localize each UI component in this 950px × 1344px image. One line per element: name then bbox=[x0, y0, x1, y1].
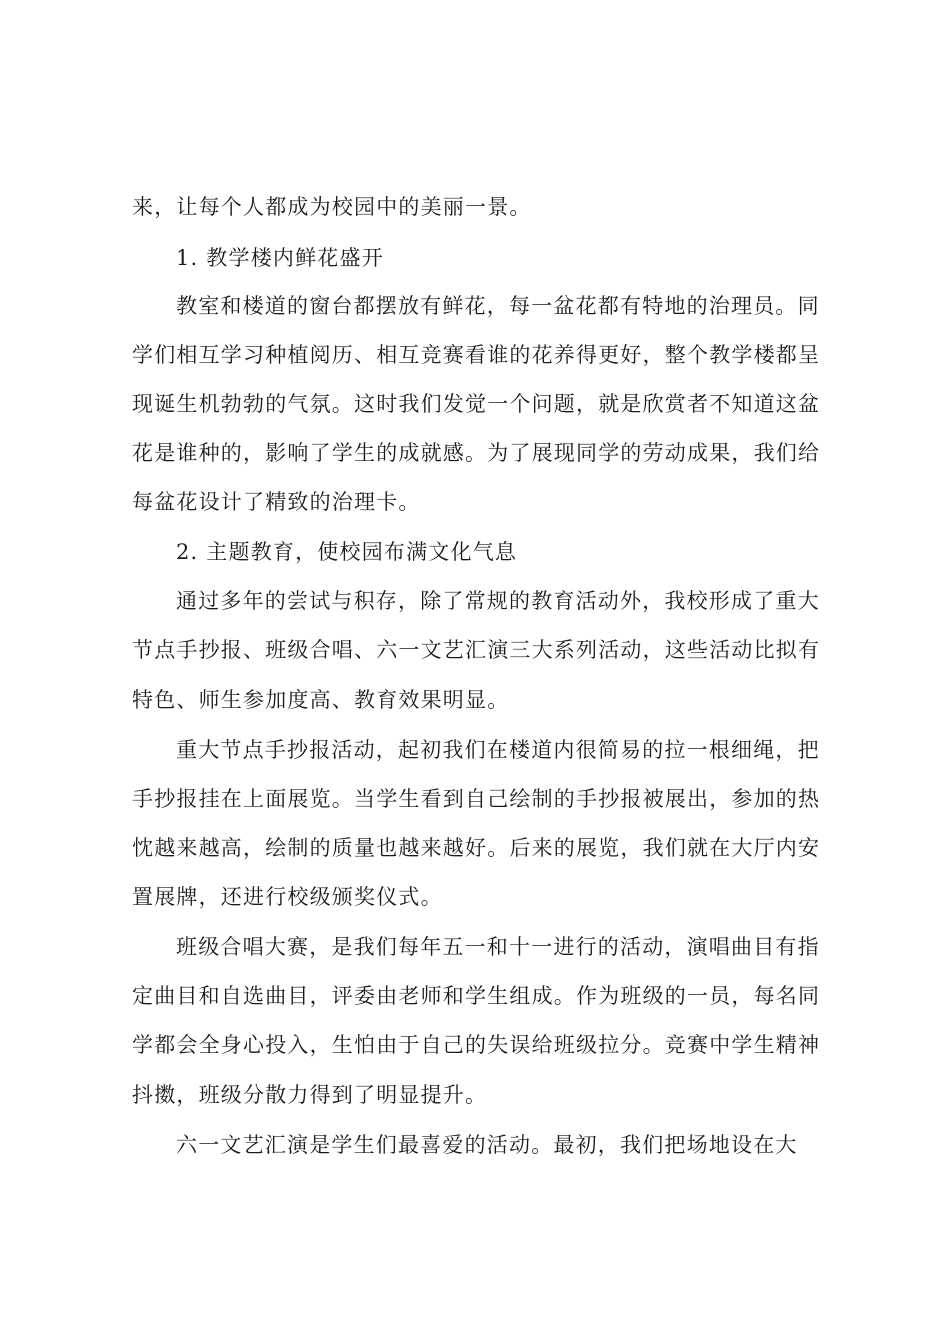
paragraph-line: 重大节点手抄报活动，起初我们在楼道内很简易的拉一根细绳，把 bbox=[176, 738, 820, 762]
paragraph-line: 来，让每个人都成为校园中的美丽一景。 bbox=[132, 195, 532, 219]
paragraph-line: 抖擞，班级分散力得到了明显提升。 bbox=[132, 1083, 488, 1107]
paragraph-line: 置展牌，还进行校级颁奖仪式。 bbox=[132, 885, 443, 909]
paragraph-line: 定曲目和自选曲目，评委由老师和学生组成。作为班级的一员，每名同 bbox=[132, 984, 821, 1008]
paragraph-line: 六一文艺汇演是学生们最喜爱的活动。最初，我们把场地设在大 bbox=[176, 1133, 798, 1157]
paragraph-line: 特色、师生参加度高、教育效果明显。 bbox=[132, 688, 510, 712]
paragraph-line: 现诞生机勃勃的气氛。这时我们发觉一个问题，就是欣赏者不知道这盆 bbox=[132, 392, 821, 416]
section-heading: 1. 教学楼内鲜花盛开 bbox=[176, 246, 384, 270]
section-heading: 2. 主题教育，使校园布满文化气息 bbox=[176, 540, 518, 564]
paragraph-line: 手抄报挂在上面展览。当学生看到自己绘制的手抄报被展出，参加的热 bbox=[132, 787, 821, 811]
paragraph-line: 忱越来越高，绘制的质量也越来越好。后来的展览，我们就在大厅内安 bbox=[132, 836, 821, 860]
paragraph-line: 每盆花设计了精致的治理卡。 bbox=[132, 490, 421, 514]
paragraph-line: 学都会全身心投入，生怕由于自己的失误给班级拉分。竞赛中学生精神 bbox=[132, 1033, 821, 1057]
paragraph-line: 节点手抄报、班级合唱、六一文艺汇演三大系列活动，这些活动比拟有 bbox=[132, 638, 821, 662]
paragraph-line: 班级合唱大赛，是我们每年五一和十一进行的活动，演唱曲目有指 bbox=[176, 935, 820, 959]
paragraph-line: 花是谁种的，影响了学生的成就感。为了展现同学的劳动成果，我们给 bbox=[132, 441, 821, 465]
paragraph-line: 通过多年的尝试与积存，除了常规的教育活动外，我校形成了重大 bbox=[176, 589, 820, 613]
paragraph-line: 学们相互学习种植阅历、相互竞赛看谁的花养得更好，整个教学楼都呈 bbox=[132, 343, 821, 367]
paragraph-line: 教室和楼道的窗台都摆放有鲜花，每一盆花都有特地的治理员。同 bbox=[176, 294, 820, 318]
